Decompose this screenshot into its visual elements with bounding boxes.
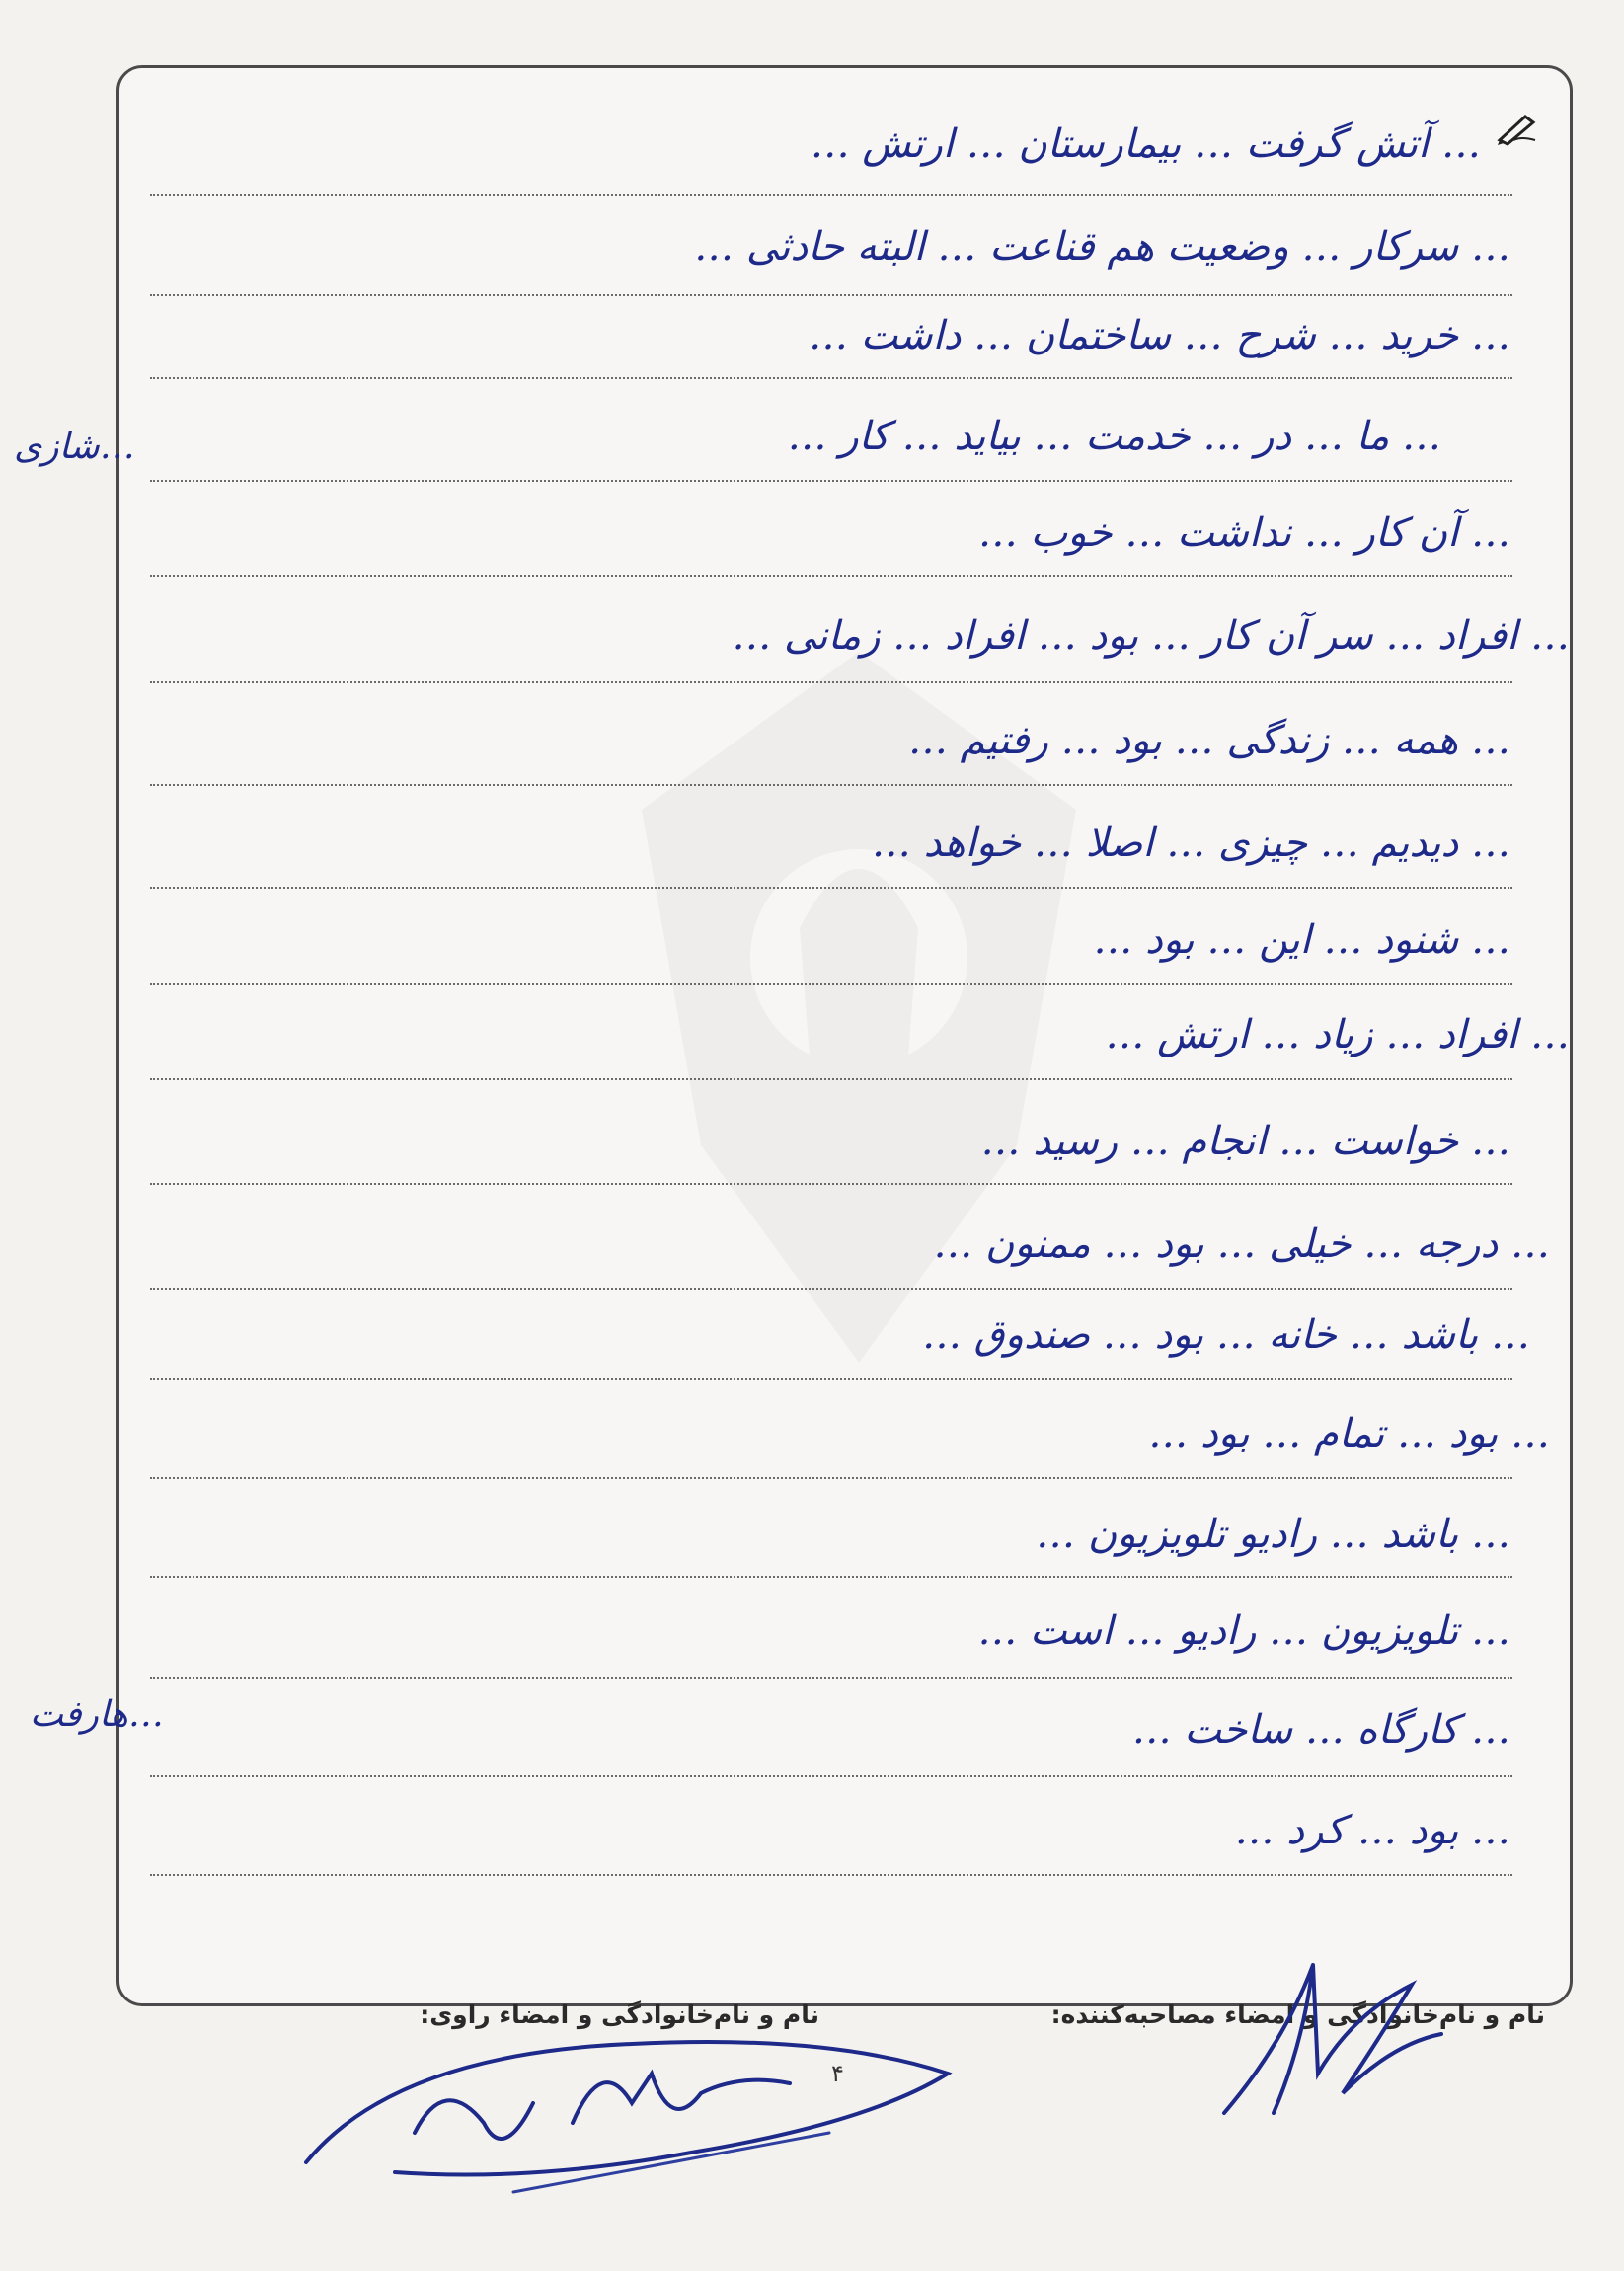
page-number: ۴ [831,2060,844,2087]
handwritten-line: … بود … کرد … [1234,1808,1510,1853]
handwritten-line: … آتش گرفت … بیمارستان … ارتش … [810,121,1481,167]
ruled-line [150,194,1512,196]
ruled-line [150,887,1512,889]
margin-note: …شازی [14,427,135,467]
ruled-line [150,784,1512,786]
ruled-line [150,294,1512,296]
margin-note: …هارفت [30,1694,164,1735]
ruled-line [150,377,1512,379]
ruled-line [150,1477,1512,1479]
ruled-line [150,1288,1512,1290]
ruled-line [150,480,1512,482]
handwritten-line: … بود … تمام … بود … [1148,1411,1550,1456]
handwritten-line: … ما … در … خدمت … بیاید … کار … [787,414,1441,459]
handwritten-line: … سرکار … وضعیت هم قناعت … البته حادثی … [694,224,1510,270]
ruled-line [150,1378,1512,1380]
ruled-line [150,1874,1512,1876]
handwritten-line: … خرید … شرح … ساختمان … داشت … [809,313,1510,358]
narrator-signature-label: نام و نام‌خانوادگی و امضاء راوی: [420,2000,819,2029]
ruled-line [150,1677,1512,1679]
ruled-line [150,1078,1512,1080]
ruled-line [150,1183,1512,1185]
pen-icon [1496,111,1539,146]
handwritten-line: … شنود … این … بود … [1093,917,1510,963]
handwritten-line: … تلویزیون … رادیو … است … [977,1608,1510,1654]
handwritten-line: … آن کار … نداشت … خوب … [977,510,1510,556]
ruled-line [150,1576,1512,1578]
ruled-line [150,681,1512,683]
ruled-line [150,1775,1512,1777]
interviewer-signature-label: نام و نام‌خانوادگی و امضاء مصاحبه‌کننده: [1050,2000,1545,2029]
handwritten-line: … همه … زندگی … بود … رفتیم … [907,718,1510,763]
handwritten-line: … افراد … زیاد … ارتش … [1105,1012,1570,1057]
handwritten-line: … باشد … خانه … بود … صندوق … [921,1312,1530,1358]
handwritten-line: … باشد … رادیو تلویزیون … [1036,1512,1510,1557]
handwritten-line: … دیدیم … چیزی … اصلا … خواهد … [871,821,1510,866]
handwritten-line: … افراد … سر آن کار … بود … افراد … زمانی … [732,613,1570,659]
interviewer-signature [1165,1925,1461,2133]
handwritten-line: … درجه … خیلی … بود … ممنون … [933,1221,1550,1267]
handwritten-line: … کارگاه … ساخت … [1131,1707,1510,1753]
ruled-line [150,983,1512,985]
narrator-signature [276,2014,987,2212]
ruled-line [150,575,1512,577]
handwritten-line: … خواست … انجام … رسید … [980,1119,1510,1164]
